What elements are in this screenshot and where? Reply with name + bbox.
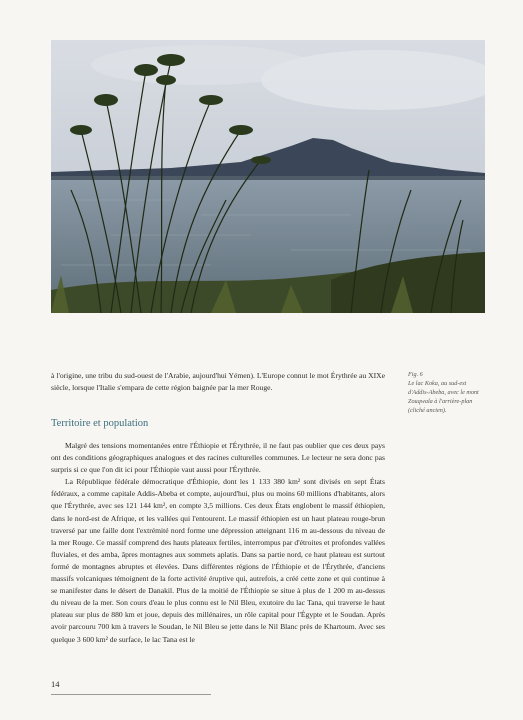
section-heading: Territoire et population: [51, 418, 149, 429]
lake-koka-image: [51, 40, 485, 313]
lake-photograph: [51, 40, 485, 313]
figure-label: Fig. 6: [408, 371, 423, 378]
intro-paragraph: à l'origine, une tribu du sud-ouest de l'Arabie, aujourd'hui Yémen). L'Europe connut le mot Érythrée au XIXe siècle, lorsque l'Italie s'empara de cette région baignée par la mer Rouge.: [51, 371, 385, 392]
footer-rule: [51, 694, 211, 695]
figure-caption: [408, 370, 488, 415]
page-number: 14: [51, 679, 60, 689]
body-paragraph: La République fédérale démocratique d'Éthiopie, dont les 1 133 380 km² sont divisés en sept États fédéraux, a comme capitale Addis-Abeba et compte, aujourd'hui, plus ou moins 60 millions d'habitants, alors que l'Érythrée, avec ses 121 144 km², en compte 3,5 millions. Ces deux États englobent le massif éthiopien, dans le nord-est de Afrique, et les vallées qui l'entourent. Le massif éthiopien est un haut plateau rouge-brun traversé par une faille dont l'extrémité nord forme une dépression atteignant 116 m au-dessous du niveau de la mer Rouge. Ce massif comprend des hauts plateaux fertiles, interrompus par d'étroites et profondes vallées fluviales, et des amba, âpres montagnes aux sommets aplatis. Dans sa partie nord, ce haut plateau est surtout formé de montagnes abruptes et élevées. Dans différentes régions de l'Éthiopie et de l'Érythrée, d'anciens massifs volcaniques témoignent de la forte activité éruptive qui, autrefois, a créé cette zone et qui continue à se manifester dans le désert de Danakil. Plus de la moitié de l'Éthiopie se situe à plus de 1 200 m au-dessus du niveau de la mer. Son cours d'eau le plus connu est le Nil Bleu, exutoire du lac Tana, qui traverse le haut plateau sur plus de 880 km et joue, depuis des millénaires, un rôle capital pour l'Égypte et le Soudan. Après avoir parcouru 700 km à travers le Soudan, le Nil Bleu se jette dans le Nil Blanc près de Khartoum. Avec ses quelque 3 600 km² de surface, le lac Tana est le: [51, 477, 385, 644]
figure-caption-text: Le lac Koka, au sud-est d'Addis-Abeba, avec le mont Zouqwala à l'arrière-plan (cliché ancien).: [408, 380, 479, 414]
body-text: [51, 440, 385, 646]
body-paragraph: Malgré des tensions momentanées entre l'Éthiopie et l'Érythrée, il ne faut pas oublier que ces deux pays ont des conditions géographiques analogues et des racines culturelles communes. Le lecteur ne sera donc pas surpris si ce que l'on dit ici pour l'Éthiopie vaut aussi pour l'Érythrée.: [51, 441, 385, 475]
